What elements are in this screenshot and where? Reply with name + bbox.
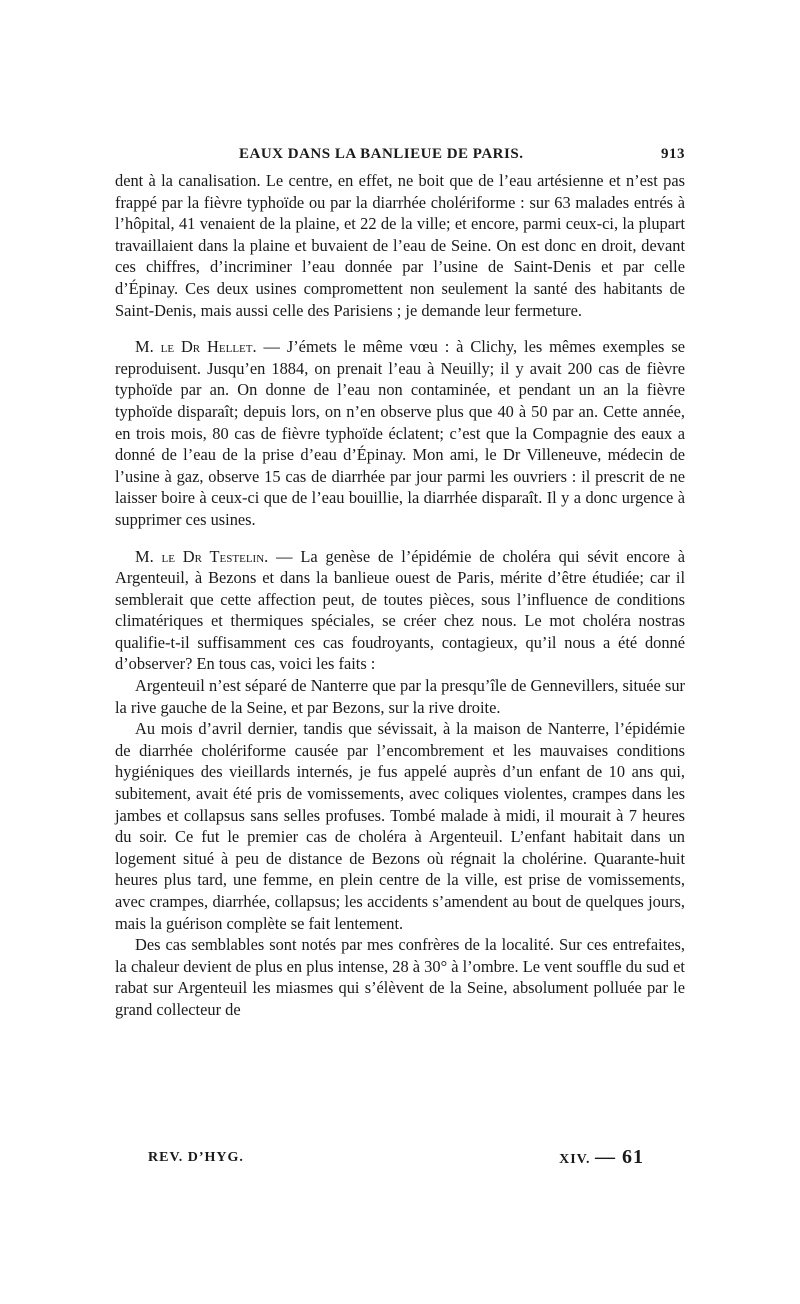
- paragraph-testelin: [115, 546, 685, 676]
- speaker-hellet: M. le Dr Hellet.: [135, 337, 257, 357]
- sheet-number: — 61: [595, 1146, 644, 1168]
- paragraph-testelin-text: — La genèse de l’épidémie de choléra qui sévit encore à Argenteuil, à Bezons et dans la banlieue ouest de Paris, mérite d’être étudiée; car il semblerait que cette affection peut, de toutes pièces, sous l’influence de conditions climatériques et thermiques spéciales, se créer chez nous. Le mot choléra nostras qualifie-t-il suffisamment ces cas foudroyants, contagieux, qu’il nous a été donné d’observer? En tous cas, voici les faits :: [115, 546, 686, 674]
- volume-number: XIV.: [559, 1152, 591, 1167]
- page-footer: [148, 1146, 644, 1172]
- paragraph-avril: Au mois d’avril dernier, tandis que sévissait, à la maison de Nanterre, l’épidémie de diarrhée cholériforme causée par l’encombrement et les mauvaises conditions hygiéniques des vieillards internés, je fus appelé auprès d’un enfant de 10 ans qui, subitement, avait été pris de vomissements, avec coliques violentes, crampes dans les jambes et collapsus sans selles profuses. Tombé malade à midi, il mourait à 7 heures du soir. Ce fut le premier cas de choléra à Argenteuil. L’enfant habitait dans un logement situé à peu de distance de Bezons où régnait la cholérine. Quarante-huit heures plus tard, une femme, en plein centre de la ville, est prise de vomissements, avec crampes, diarrhée, collapsus; les accidents s’amendent au bout de quelques jours, mais la guérison complète se fait lentement.: [115, 719, 685, 933]
- paragraph-cas-semblables: Des cas semblables sont notés par mes confrères de la localité. Sur ces entrefaites, la chaleur devient de plus en plus intense, 28 à 30° à l’ombre. Le vent souffle du sud et rabat sur Argenteuil les miasmes qui s’élèvent de la Seine, absolument polluée par le grand collecteur de: [115, 935, 685, 1019]
- paragraph-hellet-text: — J’émets le même vœu : à Clichy, les mêmes exemples se reproduisent. Jusqu’en 1884, on prenait l’eau à Neuilly; il y avait 200 cas de fièvre typhoïde par an. On donne de l’eau non contaminée, et pendant un an la fièvre typhoïde disparaît; depuis lors, on n’en observe plus que 40 à 50 par an. Cette année, en trois mois, 80 cas de fièvre typhoïde éclatent; c’est que la Compagnie des eaux a donné de l’eau de la prise d’eau d’Épinay. Mon ami, le Dr Villeneuve, médecin de l’usine à gaz, observe 15 cas de diarrhée par jour parmi les ouvriers : il prescrit de ne laisser boire à ceux-ci que de l’eau bouillie, la diarrhée disparaît. Il y a donc urgence à supprimer ces usines.: [115, 337, 685, 529]
- running-header: [115, 146, 685, 170]
- document-page: [115, 146, 685, 1021]
- speaker-testelin: M. le Dr Testelin.: [135, 546, 269, 566]
- paragraph-argenteuil: Argenteuil n’est séparé de Nanterre que par la presqu’île de Gennevillers, située sur la rive gauche de la Seine, et par Bezons, sur la rive droite.: [115, 676, 685, 717]
- signature-mark: [559, 1146, 644, 1169]
- page-number: 913: [661, 146, 685, 162]
- paragraph-1: dent à la canalisation. Le centre, en effet, ne boit que de l’eau artésienne et n’est pas frappé par la fièvre typhoïde ou par la diarrhée cholériforme : sur 63 malades entrés à l’hôpital, 41 venaient de la plaine, et 22 de la ville; et encore, parmi ceux-ci, la plupart travaillaient dans la plaine et buvaient de l’eau de Seine. On est donc en droit, devant ces chiffres, d’incriminer l’eau donnée par l’usine de Saint-Denis et par celle d’Épinay. Ces deux usines compromettent non seulement la santé des habitants de Saint-Denis, mais aussi celle des Parisiens ; je demande leur fermeture.: [115, 171, 685, 320]
- journal-abbrev: REV. D’HYG.: [148, 1150, 244, 1165]
- paragraph-hellet: [115, 336, 685, 530]
- running-title: EAUX DANS LA BANLIEUE DE PARIS.: [239, 146, 524, 162]
